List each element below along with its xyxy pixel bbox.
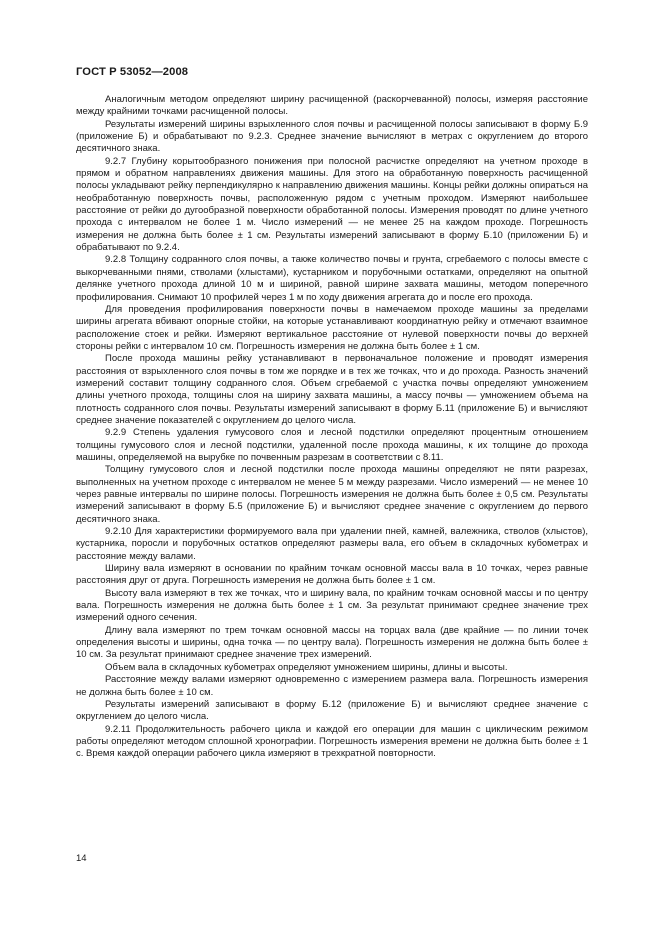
paragraph-windrow-distance: Расстояние между валами измеряют одновременно с измерением размера вала. Погрешность измерения не должна быть более ± 10 см. xyxy=(76,674,588,698)
paragraph-9-2-8: 9.2.8 Толщину содранного слоя почвы, а также количество почвы и грунта, сгребаемого с полосы вместе с выкорчеванными пнями, стволами (хлыстами), кустарником и порубочными остатками, определяют на опытной делянке учетного прохода длиной 10 м и шириной, равной ширине захвата машины, методом поперечного профилирования. Снимают 10 профилей через 1 м по ходу движения агрегата до и после его прохода. xyxy=(76,254,588,303)
paragraph-9-2-10: 9.2.10 Для характеристики формируемого вала при удалении пней, камней, валежника, стволов (хлыстов), кустарника, поросли и порубочных остатков определяют размеры вала, его объем в складочных кубометрах и расстояние между валами. xyxy=(76,526,588,562)
paragraph-windrow-height: Высоту вала измеряют в тех же точках, что и ширину вала, по крайним точкам основной массы и по центру вала. Погрешность измерения не должна быть более ± 1 см. За результат принимают среднее значение трех измерений одного сечения. xyxy=(76,587,588,624)
paragraph-9-2-9: 9.2.9 Степень удаления гумусового слоя и лесной подстилки определяют процентным отношением толщины гумусового слоя и лесной подстилки, удаленной после прохода машины, к их толщине до прохода машины, определяемой на вырубке по почвенным разрезам в соответствии с 8.11. xyxy=(76,427,588,463)
paragraph-9-2-11: 9.2.11 Продолжительность рабочего цикла и каждой его операции для машин с циклическим режимом работы определяют методом сплошной хронографии. Погрешность измерения времени не должна быть более ± 1 с. Время каждой операции рабочего цикла измеряют в трехкратной повторности. xyxy=(76,723,588,760)
paragraph-profiling: Для проведения профилирования поверхности почвы в намечаемом проходе машины за пределами ширины агрегата вбивают опорные стойки, на которые устанавливают координатную рейку и отмечают взаимное расположение стоек и рейки. Измеряют вертикальное расстояние от нулевой поверхности почвы до верхней стороны рейки с интервалом 10 см. Погрешность измерения не должна быть более ± 1 см. xyxy=(76,303,588,352)
paragraph-windrow-volume: Объем вала в складочных кубометрах определяют умножением ширины, длины и высоты. xyxy=(105,661,508,673)
paragraph-width-results: Результаты измерений ширины взрыхленного слоя почвы и расчищенной полосы записывают в форму Б.9 (приложение Б) и обрабатывают по 9.2.3. Среднее значение вычисляют в метрах с округлением до второго десятичного знака. xyxy=(76,118,588,155)
paragraph-9-2-7: 9.2.7 Глубину корытообразного понижения при полосной расчистке определяют на учетном проходе в прямом и обратном направлениях движения машины. Для этого на обработанную поверхность расчищенной полосы укладывают рейку перпендикулярно к направлению движения машины. Концы рейки должны опираться на необработанную поверхность почвы, расположенную рядом с учетным проходом. Измеряют наибольшее расстояние от рейки до дугообразной поверхности обработанной полосы. Измерения проводят по длине учетного прохода с интервалом не более 1 м. Число измерений — не менее 25 на каждом проходе. Погрешность измерения не должна быть более ± 1 см. Результаты измерений записывают в форму Б.10 (приложении Б) и обрабатывают по 9.2.4. xyxy=(76,155,588,254)
paragraph-after-pass: После прохода машины рейку устанавливают в первоначальное положение и проводят измерения расстояния от взрыхленного слоя почвы в том же порядке и в тех же точках, что и до прохода. Разность значений измерений составит толщину содранного слоя. Объем сгребаемой с участка почвы определяют умножением длины учетного прохода, толщины слоя на ширину захвата машины, а массу почвы — умножением объема на плотность содранного слоя почвы. Результаты измерений записывают в форму Б.11 (приложение Б) и вычисляют среднее значение показателей с округлением до целого числа. xyxy=(76,353,588,426)
document-body xyxy=(76,94,588,761)
paragraph-strip-width: Аналогичным методом определяют ширину расчищенной (раскорчеванной) полосы, измеряя расстояние между крайними точками расчищенной полосы. xyxy=(76,94,588,118)
paragraph-windrow-width: Ширину вала измеряют в основании по крайним точкам основной массы вала в 10 точках, через равные расстояния друг от друга. Погрешность измерения не должна быть более ± 1 см. xyxy=(76,563,588,587)
paragraph-humus-thickness: Толщину гумусового слоя и лесной подстилки после прохода машины определяют не пяти разрезах, выполненных на учетном проходе с интервалом не менее 5 м между разрезами. Число измерений — не менее 10 через равные интервалы по ширине полосы. Погрешность измерения не должна быть более ± 0,5 см. Результаты измерений записывают в форму Б.5 (приложение Б) и вычисляют среднее значение с округлением до первого десятичного знака. xyxy=(76,464,588,525)
paragraph-windrow-results: Результаты измерений записывают в форму Б.12 (приложение Б) и вычисляют среднее значение с округлением до целого числа. xyxy=(76,698,588,723)
page-number: 14 xyxy=(76,853,87,864)
paragraph-windrow-length: Длину вала измеряют по трем точкам основной массы на торцах вала (две крайние — по линии точек определения высоты и ширины, одна точка — по центру вала). Погрешность измерения не должна быть более ± 10 см. За результат принимают среднее значение трех измерений. xyxy=(76,624,588,661)
page-header-standard-code: ГОСТ Р 53052—2008 xyxy=(76,66,189,78)
